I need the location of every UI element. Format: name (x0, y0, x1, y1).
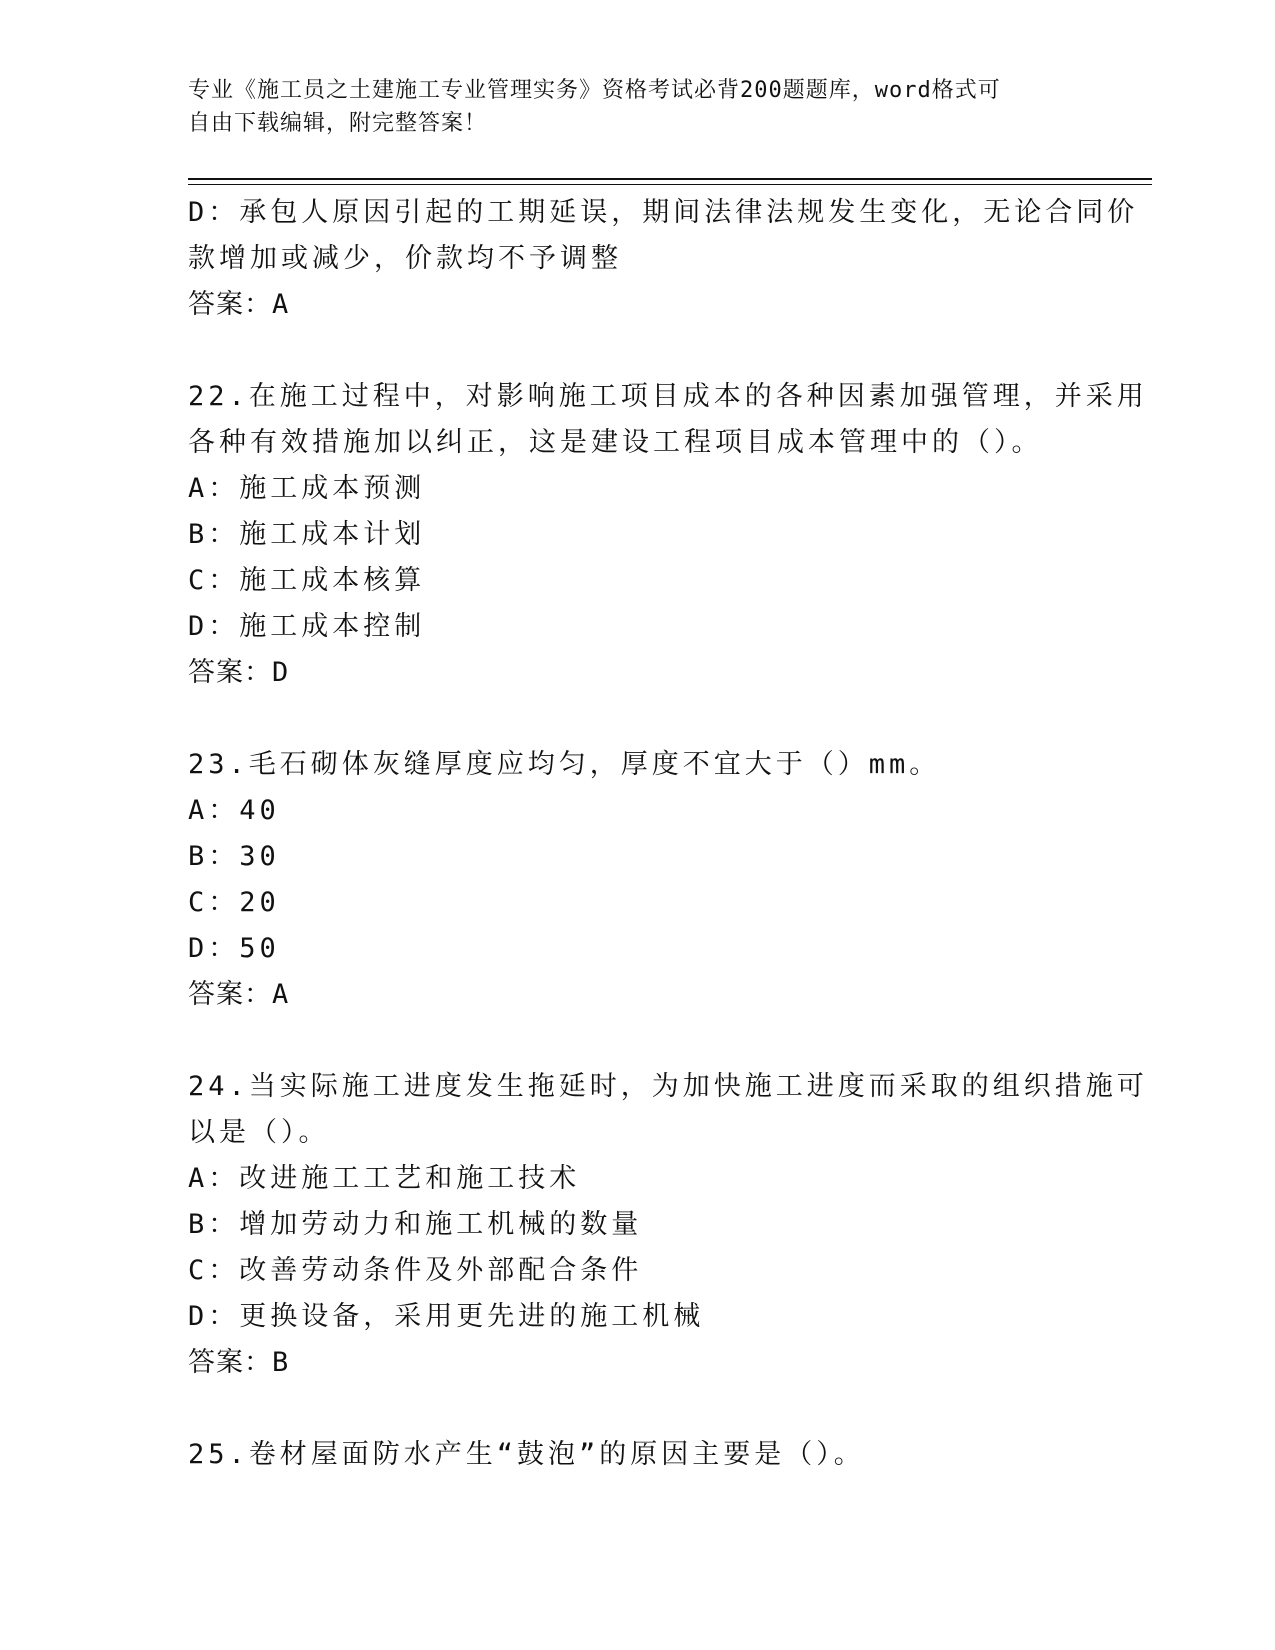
header-title-line-1: 专业《施工员之土建施工专业管理实务》资格考试必背200题题库，word格式可 (188, 78, 1001, 103)
spacer (188, 1018, 1088, 1064)
question-stem-line-2: 各种有效措施加以纠正，这是建设工程项目成本管理中的（）。 (188, 427, 1043, 458)
answer-value: A (272, 979, 290, 1010)
header-title-line-2: 自由下载编辑，附完整答案！ (188, 111, 488, 136)
spacer (188, 696, 1088, 742)
option-d-line-2: 款增加或减少，价款均不予调整 (188, 243, 622, 274)
option-d-line-1: D：承包人原因引起的工期延误，期间法律法规发生变化，无论合同价 (188, 197, 1139, 228)
answer-line (188, 1340, 1088, 1386)
option-a: A：施工成本预测 (188, 473, 426, 504)
question-25 (188, 1432, 1088, 1478)
question-21-continuation (188, 190, 1139, 328)
option-b: B：增加劳动力和施工机械的数量 (188, 1209, 643, 1240)
header-divider-thick (188, 178, 1152, 180)
spacer (188, 328, 1088, 374)
option-b: B：30 (188, 841, 280, 872)
spacer (188, 1386, 1088, 1432)
question-content (188, 190, 1148, 1478)
answer-value: B (272, 1347, 290, 1378)
question-stem-line-2: 以是（）。 (188, 1117, 330, 1148)
answer-line (188, 972, 1088, 1018)
option-c: C：改善劳动条件及外部配合条件 (188, 1255, 643, 1286)
answer-label: 答案： (188, 657, 272, 688)
answer-value: D (272, 657, 290, 688)
answer-label: 答案： (188, 1347, 272, 1378)
option-b: B：施工成本计划 (188, 519, 426, 550)
question-stem-line-1: 23.毛石砌体灰缝厚度应均匀，厚度不宜大于（）mm。 (188, 749, 941, 780)
question-23 (188, 742, 1088, 1018)
answer-value: A (272, 289, 290, 320)
header-divider-thin (188, 184, 1152, 185)
option-d: D：施工成本控制 (188, 611, 426, 642)
answer-line (188, 650, 1088, 696)
option-c: C：20 (188, 887, 280, 918)
question-stem-line-1: 25.卷材屋面防水产生“鼓泡”的原因主要是（）。 (188, 1439, 865, 1470)
question-stem-line-1: 22.在施工过程中，对影响施工项目成本的各种因素加强管理，并采用 (188, 381, 1148, 412)
question-24 (188, 1064, 1148, 1386)
answer-label: 答案： (188, 979, 272, 1010)
question-22 (188, 374, 1148, 696)
document-header (188, 74, 1068, 140)
option-a: A：改进施工工艺和施工技术 (188, 1163, 581, 1194)
question-stem-line-1: 24.当实际施工进度发生拖延时，为加快施工进度而采取的组织措施可 (188, 1071, 1148, 1102)
answer-line (188, 282, 1088, 328)
option-a: A：40 (188, 795, 280, 826)
option-d: D：50 (188, 933, 280, 964)
option-c: C：施工成本核算 (188, 565, 426, 596)
answer-label: 答案： (188, 289, 272, 320)
option-d: D：更换设备，采用更先进的施工机械 (188, 1301, 705, 1332)
